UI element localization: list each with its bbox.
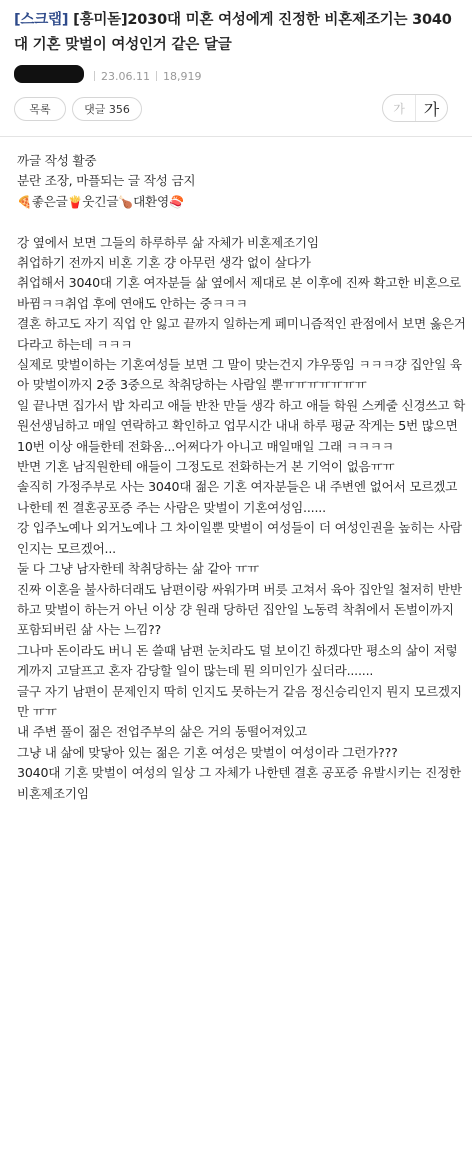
body-paragraph: 결혼 하고도 자기 직업 안 잃고 끝까지 일하는게 페미니즘적인 관점에서 보면 옳은거다라고 하는데 ㅋㅋㅋ bbox=[17, 316, 466, 352]
body-paragraph: 실제로 맞벌이하는 기혼여성들 보면 그 말이 맞는건지 갸우뚱임 ㅋㅋㅋ걍 집안일 육아 맞벌이까지 2중 3중으로 착취당하는 사람일 뿐ㅠㅠㅠㅠㅠㅠㅠ bbox=[17, 357, 462, 393]
body-paragraph: 진짜 이혼을 불사하더래도 남편이랑 싸워가며 버릇 고쳐서 육아 집안일 철저히 반반하고 맞벌이 하는거 아닌 이상 걍 원래 당하던 집안일 노동력 착취에서 돈벌이까지 포함되버린 삶 사는 느낌?? bbox=[17, 581, 462, 638]
notice-emoji-line bbox=[17, 192, 466, 212]
body-paragraph: 솔직히 가정주부로 사는 3040대 젊은 기혼 여자분들은 내 주변엔 없어서 모르겠고 나한테 찐 결혼공포증 주는 사람은 맞벌이 기혼여성임...... bbox=[17, 479, 458, 515]
font-big-button[interactable]: 가 bbox=[415, 95, 447, 121]
body-paragraph: 그냥 내 삶에 맞닿아 있는 젊은 기혼 여성은 맞벌이 여성이라 그런가??? bbox=[17, 744, 398, 760]
author-redacted bbox=[14, 65, 84, 83]
welcome-label: 대환영 bbox=[133, 193, 169, 209]
good-post-label: 좋은글 bbox=[31, 193, 68, 209]
body-paragraph: 반면 기혼 남직원한테 애들이 그정도로 전화하는거 본 기억이 없음ㅠㅠ bbox=[17, 459, 395, 475]
body-paragraph: 글구 자기 남편이 문제인지 딱히 인지도 못하는거 같음 정신승리인지 뭔지 모르겠지만 ㅠㅠ bbox=[17, 683, 462, 719]
body-paragraph: 취업해서 3040대 기혼 여자분들 삶 옆에서 제대로 본 이후에 진짜 확고한 비혼으로 바뀜ㅋㅋ취업 후에 연애도 안하는 중ㅋㅋㅋ bbox=[17, 275, 462, 311]
body-paragraph: 둘 다 그냥 남자한테 착취당하는 삶 같아 ㅠㅠ bbox=[17, 561, 260, 577]
post-title bbox=[14, 8, 458, 58]
fries-icon: 🍟 bbox=[67, 194, 83, 209]
notice-line: 분란 조장, 마플되는 글 작성 금지 bbox=[17, 173, 196, 189]
notice-line: 까글 작성 활중 bbox=[17, 153, 97, 168]
sushi-icon: 🍣 bbox=[168, 194, 184, 209]
meta-divider bbox=[156, 71, 157, 81]
body-paragraph: 3040대 기혼 맞벌이 여성의 일상 그 자체가 나한텐 결혼 공포증 유발시키는 진정한 비혼제조기임 bbox=[17, 765, 462, 801]
font-size-toggle bbox=[382, 94, 448, 122]
funny-post-label: 웃긴글 bbox=[82, 193, 119, 209]
paragraph-gap bbox=[17, 212, 466, 232]
scrap-tag: [스크랩] bbox=[14, 12, 69, 28]
body-paragraph: 내 주변 풀이 젊은 전업주부의 삶은 거의 동떨어져있고 bbox=[17, 724, 307, 740]
post-date: 23.06.11 bbox=[101, 69, 150, 83]
chicken-leg-icon: 🍗 bbox=[118, 194, 134, 209]
action-row bbox=[14, 96, 458, 122]
comment-button[interactable]: 댓글 356 bbox=[72, 97, 142, 121]
body-paragraph: 일 끝나면 집가서 밥 차리고 애들 반찬 만들 생각 하고 애들 학원 스케줄 신경쓰고 학원선생님하고 매일 연락하고 확인하고 업무시간 내내 하루 평균 작게는 5번 많으면 10번 이상 애들한테 전화옴...어쩌다가 아니고 매일매일 그래 ㅋㅋㅋㅋ bbox=[17, 397, 466, 454]
view-count: 18,919 bbox=[162, 69, 202, 83]
post-header bbox=[0, 0, 472, 122]
post-body bbox=[0, 137, 466, 804]
pizza-icon: 🍕 bbox=[17, 194, 32, 209]
post-meta bbox=[14, 68, 458, 84]
body-paragraph: 강 입주노예나 외거노예나 그 차이일뿐 맞벌이 여성들이 더 여성인권을 높히는 사람인지는 모르겠어... bbox=[17, 520, 462, 556]
body-paragraph: 그나마 돈이라도 버니 돈 쓸때 남편 눈치라도 덜 보이긴 하겠다만 평소의 삶이 저렇게까지 고달프고 혼자 감당할 일이 많는데 뭔 의미인가 싶더라....... bbox=[17, 642, 458, 679]
body-paragraph: 취업하기 전까지 비혼 기혼 걍 아무런 생각 없이 살다가 bbox=[17, 255, 311, 271]
font-small-button[interactable]: 가 bbox=[393, 101, 405, 116]
post-title-text: [흥미돋]2030대 미혼 여성에게 진정한 비혼제조기는 3040대 기혼 맞벌이 여성인거 같은 달글 bbox=[14, 12, 452, 53]
list-button[interactable]: 목록 bbox=[14, 97, 66, 121]
body-paragraph: 강 옆에서 보면 그들의 하루하루 삶 자체가 비혼제조기임 bbox=[17, 234, 319, 250]
meta-divider bbox=[94, 71, 95, 81]
